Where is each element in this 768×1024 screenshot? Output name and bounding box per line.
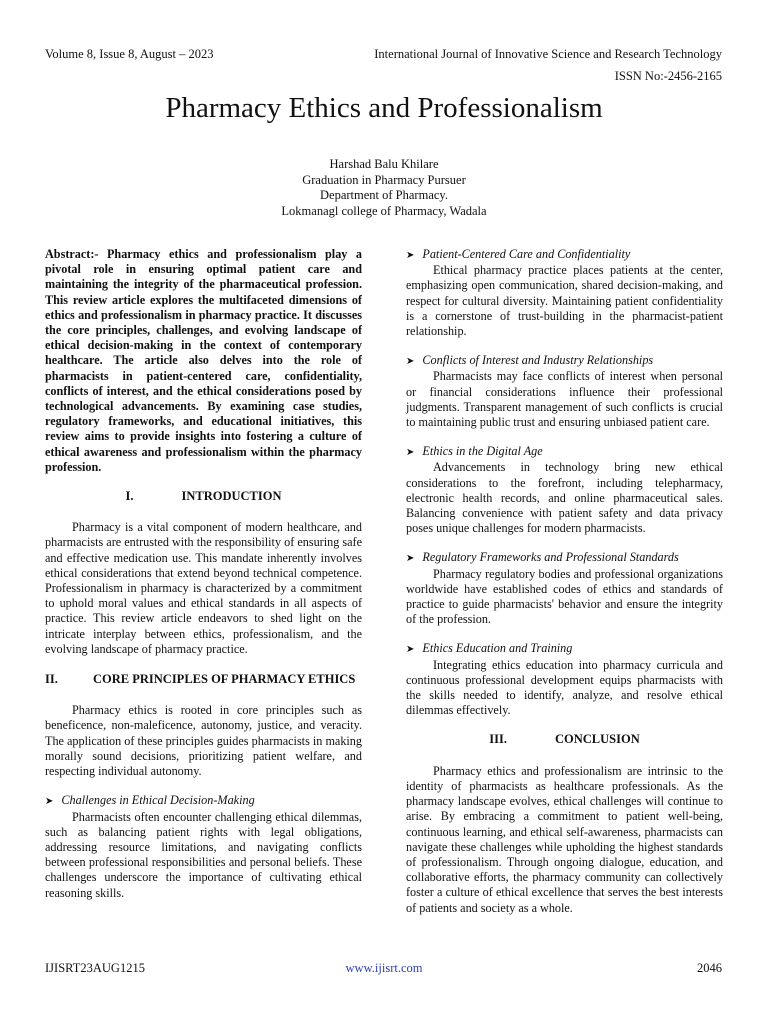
- left-column: [45, 247, 362, 901]
- author-name: Harshad Balu Khilare: [329, 157, 439, 171]
- arrow-bullet-icon: ➤: [45, 796, 54, 808]
- conclusion-body: Pharmacy ethics and professionalism are intrinsic to the identity of pharmacists as healthcare professionals. As the pharmacy landscape evolves, ethical challenges will continue to arise. By embracing a commitment to patient well-being, continuous learning, and ethical self-awareness, pharmacists can navigate these challenges while upholding the highest standards of professionalism. Through ongoing dialogue, education, and collaborative efforts, the pharmacy community can collectively foster a culture of ethical excellence that serves the best interests of patients and society as a whole.: [406, 763, 723, 915]
- section-title: CORE PRINCIPLES OF PHARMACY ETHICS: [93, 672, 356, 687]
- arrow-bullet-icon: ➤: [406, 356, 415, 368]
- subsection-body: Pharmacists may face conflicts of interest when personal or financial considerations influence their professional judgments. Transparent management of such conflicts is crucial to maintaining public trust and ensuring unbiased patient care.: [406, 369, 723, 430]
- subsection-body: Pharmacy regulatory bodies and professional organizations worldwide have established codes of ethics and standards of practice to guide pharmacists' behavior and ensure the integrity of the profession.: [406, 566, 723, 627]
- author-college: Lokmanagl college of Pharmacy, Wadala: [281, 203, 487, 218]
- subsection-heading: ➤ Challenges in Ethical Decision-Making: [45, 793, 255, 808]
- footer-page-number: 2046: [697, 961, 722, 975]
- paper-title: Pharmacy Ethics and Professionalism: [165, 92, 603, 124]
- subsection-body: Advancements in technology bring new ethical considerations to the forefront, including telepharmacy, electronic health records, and online pharmaceutical sales. Balancing convenience with patient safety and data privacy poses unique challenges for modern pharmacists.: [406, 460, 723, 536]
- section-heading-conclusion: [406, 732, 723, 747]
- subsection-body: Ethical pharmacy practice places patients at the center, emphasizing open communication, shared decision-making, and respect for cultural diversity. Maintaining patient confidentiality is a cornerstone of trust-building in the pharmacist-patient relationship.: [406, 263, 723, 339]
- section-number: II.: [45, 672, 58, 687]
- arrow-bullet-icon: ➤: [406, 553, 415, 565]
- arrow-bullet-icon: ➤: [406, 644, 415, 656]
- section-heading-introduction: [45, 489, 362, 504]
- core-principles-body: Pharmacy ethics is rooted in core principles such as beneficence, non-maleficence, autonomy, justice, and veracity. The application of these principles guides pharmacists in making morally sound decisions, prioritizing patient welfare, and respecting individual autonomy.: [45, 703, 362, 779]
- author-degree: Graduation in Pharmacy Pursuer: [302, 172, 466, 187]
- arrow-bullet-icon: ➤: [406, 447, 415, 459]
- issn: ISSN No:-2456-2165: [614, 69, 722, 83]
- section-number: I.: [125, 489, 134, 504]
- subsection-heading: ➤ Conflicts of Interest and Industry Relationships: [406, 353, 654, 368]
- section-title: CONCLUSION: [554, 732, 640, 747]
- footer-paper-id: IJISRT23AUG1215: [45, 961, 145, 975]
- section-number: III.: [489, 732, 507, 747]
- introduction-body: Pharmacy is a vital component of modern healthcare, and pharmacists are entrusted with the responsibility of ensuring safe and effective medication use. This mandate inherently involves ethical considerations that extend beyond technical competence. Professionalism in pharmacy is characterized by a commitment to uphold moral values and ethical standards in all aspects of practice. This review article endeavors to shed light on the intricate interplay between ethics, professionalism, and the evolving landscape of pharmacy practice.: [45, 520, 362, 656]
- author-department: Department of Pharmacy.: [320, 188, 448, 202]
- subsection-heading: ➤ Ethics in the Digital Age: [406, 444, 543, 459]
- subsection-body: Pharmacists often encounter challenging ethical dilemmas, such as balancing patient rights with legal obligations, addressing resource limitations, and navigating conflicts between professional responsibilities and personal beliefs. These challenges underscore the importance of cultivating ethical reasoning skills.: [45, 809, 362, 900]
- abstract: Abstract:- Pharmacy ethics and professionalism play a pivotal role in ensuring optimal patient care and maintaining the integrity of the pharmaceutical profession. This review article explores the multifaceted dimensions of ethics and professionalism in pharmacy practice. It discusses the core principles, challenges, and evolving landscape of ethical decision-making in the context of contemporary healthcare. The article also delves into the role of pharmacists in patient-centered care, confidentiality, conflicts of interest, and the ethical considerations posed by technological advancements. By examining case studies, regulatory frameworks, and educational initiatives, this review aims to provide insights into fostering a culture of ethical awareness and professionalism within the pharmacy profession.: [45, 247, 362, 474]
- footer-website-link[interactable]: www.ijisrt.com: [345, 961, 423, 975]
- subsection-heading: ➤ Regulatory Frameworks and Professional Standards: [406, 550, 679, 565]
- running-header-journal: International Journal of Innovative Science and Research Technology: [374, 47, 722, 61]
- subsection-heading: ➤ Ethics Education and Training: [406, 641, 573, 656]
- right-column: [406, 247, 723, 916]
- subsection-body: Integrating ethics education into pharmacy curricula and continuous professional development equips pharmacists with the skills needed to identify, analyze, and resolve ethical dilemmas effectively.: [406, 657, 723, 718]
- section-heading-core-principles: [45, 672, 362, 687]
- subsection-heading: ➤ Patient-Centered Care and Confidentiality: [406, 247, 631, 261]
- author-block: [0, 157, 768, 219]
- section-title: INTRODUCTION: [181, 489, 282, 504]
- arrow-bullet-icon: ➤: [406, 250, 415, 261]
- running-header-volume: Volume 8, Issue 8, August – 2023: [45, 47, 214, 61]
